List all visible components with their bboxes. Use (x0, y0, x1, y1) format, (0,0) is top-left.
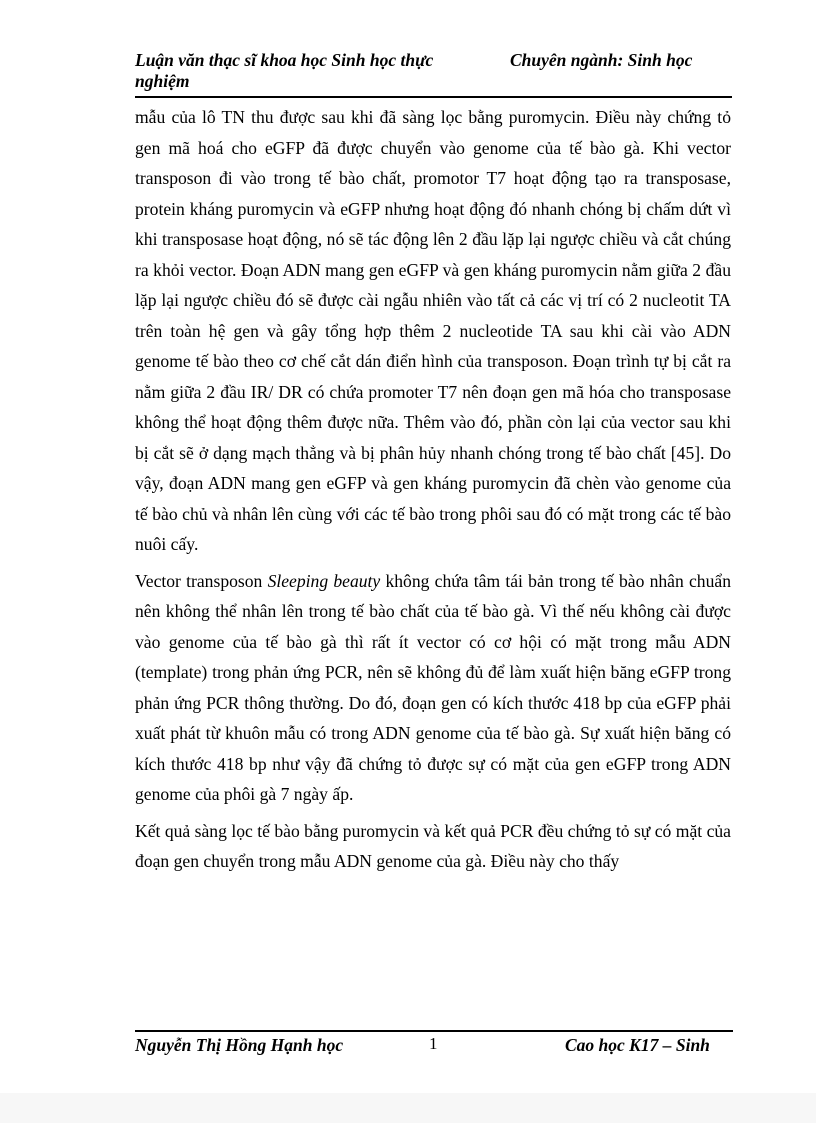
document-body (135, 102, 731, 877)
paragraph-1: mẫu của lô TN thu được sau khi đã sàng lọc bằng puromycin. Điều này chứng tỏ gen mã hoá cho eGFP đã được chuyển vào genome của tế bào gà. Khi vector transposon đi vào trong tế bào chất, promotor T7 hoạt động tạo ra transposase, protein kháng puromycin và eGFP nhưng hoạt động đó nhanh chóng bị chấm dứt vì khi transposase hoạt động, nó sẽ tác động lên 2 đầu lặp lại ngược chiều và cắt chúng ra khỏi vector. Đoạn ADN mang gen eGFP và gen kháng puromycin nằm giữa 2 đầu lặp lại ngược chiều đó sẽ được cài ngẫu nhiên vào tất cả các vị trí có 2 nucleotit TA trên toàn hệ gen và gây tổng hợp thêm 2 nucleotide TA sau khi cài vào ADN genome tế bào theo cơ chế cắt dán điển hình của transposon. Đoạn trình tự bị cắt ra nằm giữa 2 đầu IR/ DR có chứa promoter T7 nên đoạn gen mã hóa cho transposase không thể hoạt động thêm được nữa. Thêm vào đó, phần còn lại của vector sau khi bị cắt sẽ ở dạng mạch thẳng và bị phân hủy nhanh chóng trong tế bào chất [45]. Do vậy, đoạn ADN mang gen eGFP và gen kháng puromycin đã chèn vào genome của tế bào chủ và nhân lên cùng với các tế bào trong phôi sau đó có mặt trong các tế bào nuôi cấy. (135, 107, 731, 554)
author-name: Nguyễn Thị Hồng Hạnh học (135, 1035, 344, 1055)
page-bottom-strip (0, 1093, 816, 1123)
thesis-title: Luận văn thạc sĩ khoa học Sinh học thực nghiệm (135, 50, 434, 91)
paragraph-3: Kết quả sàng lọc tế bào bằng puromycin và kết quả PCR đều chứng tỏ sự có mặt của đoạn gen chuyển trong mẫu ADN genome của gà. Điều này cho thấy (135, 820, 731, 871)
paragraph-2-start: Vector transposon (135, 570, 268, 591)
major-label: Chuyên ngành: Sinh học (510, 50, 693, 70)
header-divider (135, 96, 732, 98)
paragraph-2-rest: không chứa tâm tái bản trong tế bào nhân chuẩn nên không thể nhân lên trong tế bào chất của tế bào gà. Vì thế nếu không cài được vào genome của tế bào gà thì rất ít vector có cơ hội có mặt trong mẫu ADN (template) trong phản ứng PCR, nên sẽ không đủ để làm xuất hiện băng eGFP trong phản ứng PCR thông thường. Do đó, đoạn gen có kích thước 418 bp của eGFP phải xuất phát từ khuôn mẫu có trong ADN genome của tế bào gà. Sự xuất hiện băng có kích thước 418 bp như vậy đã chứng tỏ được sự có mặt của gen eGFP trong ADN genome của phôi gà 7 ngày ấp. (135, 570, 731, 804)
paragraph-2 (135, 566, 731, 810)
page-number: 1 (429, 1034, 438, 1053)
footer-divider (135, 1030, 733, 1032)
course-label: Cao học K17 – Sinh (565, 1035, 710, 1055)
paragraph-2-italic: Sleeping beauty (267, 570, 381, 591)
